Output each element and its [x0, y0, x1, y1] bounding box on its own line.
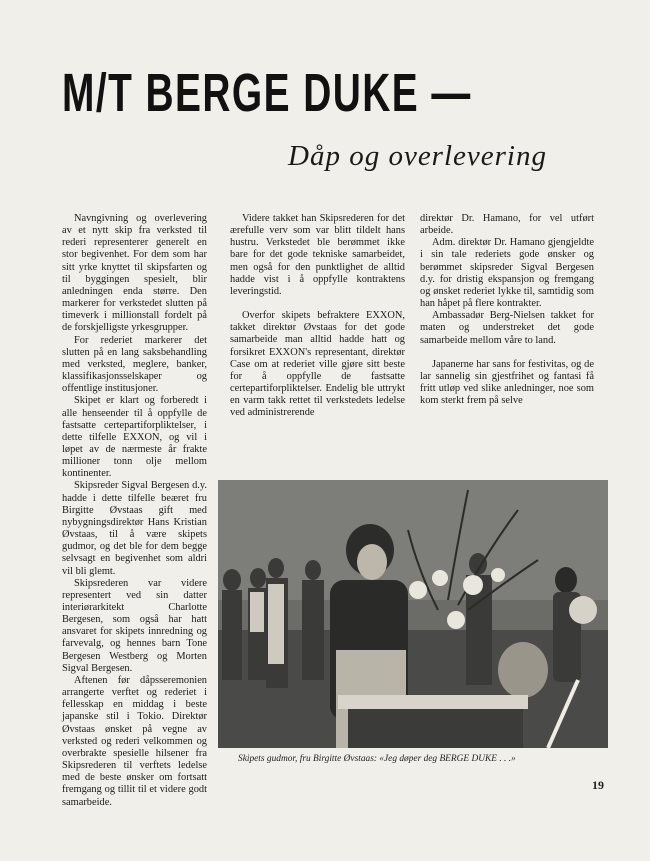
photo-caption: Skipets gudmor, fru Birgitte Øvstaas: «Jeg døper deg BERGE DUKE . . .»: [238, 754, 516, 764]
text-column-2: [230, 213, 405, 420]
paragraph: Overfor skipets befraktere EXXON, takket direktør Øvstaas for det gode samarbeide man alltid hadde hatt og forsikret EXXON's representant, direktør Case om at rederiet ville gjøre sitt beste for å oppfylle de fastsatte certepartiforpliktelser. Endelig ble uttrykt en varm takk rettet til verkstedets ledelse ved administrerende: [230, 310, 405, 419]
text-column-3: [420, 213, 594, 407]
photo-illustration: [218, 480, 608, 748]
paragraph: Skipsrederen var videre representert ved sin datter interiørarkitekt Charlotte Bergesen, som også har hatt ansvaret for skipets innredning og farvevalg, og hennes barn Tone Bergesen Westberg og Morten Sigval Bergesen.: [62, 577, 207, 674]
paragraph: Japanerne har sans for festivitas, og de lar sannelig sin gjestfrihet og fantasi få fritt utløp ved slike anledninger, noe som kom sterkt frem på selve: [420, 358, 594, 407]
paragraph: Navngivning og overlevering av et nytt skip fra verksted til rederi representerer generelt en stor begivenhet. For dem som har sitt yrke knyttet til skipsfarten og til byggingen spesielt, blir anledningen enda større. Den markerer for verkstedet slutten på timeverk i millionstall fordelt på de forskjelligste yrkesgrupper.: [62, 213, 207, 334]
text-column-1: [62, 213, 207, 809]
page-number: 19: [592, 778, 604, 792]
paragraph: Skipet er klart og forberedt i alle henseender til å oppfylle de fastsatte certepartiforpliktelser, i dette tilfelle EXXON, og vil i løpet av de nærmeste år frakte millioner tonn olje mellom kontinenter.: [62, 395, 207, 480]
paragraph: Aftenen før dåpsseremonien arrangerte verftet og rederiet i fellesskap en middag i beste japanske stil i Tokio. Direktør Øvstaas ønsket på vegne av verksted og rederi velkommen og overbrakte spesielle hilsener fra Skipsrederen til verftets ledelse med de beste ønsker om fortsatt fremgang og tillit til et videre godt samarbeide.: [62, 674, 207, 808]
article-subtitle: Dåp og overlevering: [288, 140, 547, 172]
paragraph: Adm. direktør Dr. Hamano gjengjeldte i sin tale rederiets gode ønsker og berømmet skipsreder Sigval Bergesen d.y. for dristig ekspansjon og fremgang og ønsket rederiet lykke til, samtidig som han håpet på flere kontrakter.: [420, 237, 594, 310]
article-title: M/T BERGE DUKE —: [62, 63, 472, 123]
christening-photo: [218, 480, 608, 748]
paragraph: direktør Dr. Hamano, for vel utført arbeide.: [420, 213, 594, 237]
paragraph: Skipsreder Sigval Bergesen d.y. hadde i dette tilfelle beæret fru Birgitte Øvstaas gift med nybygningsdirektør Hans Kristian Øvstaas, til å være skipets gudmor, og det ble for dem begge selvsagt en begivenhet som aldri vil bli glemt.: [62, 480, 207, 577]
paragraph: Videre takket han Skipsrederen for det ærefulle verv som var blitt tildelt hans hustru. Verkstedet ble berømmet ikke bare for det gode tekniske samarbeidet, men også for den punktlighet de alltid hadde vist i å oppfylle kontraktens leveringstid.: [230, 213, 405, 297]
paragraph: Ambassadør Berg-Nielsen takket for maten og understreket det gode samarbeide mellom våre to land.: [420, 310, 594, 346]
paragraph: For rederiet markerer det slutten på en lang saksbehandling med verksted, meglere, banker, klassifikasjonsselskaper og offentlige institusjoner.: [62, 334, 207, 395]
